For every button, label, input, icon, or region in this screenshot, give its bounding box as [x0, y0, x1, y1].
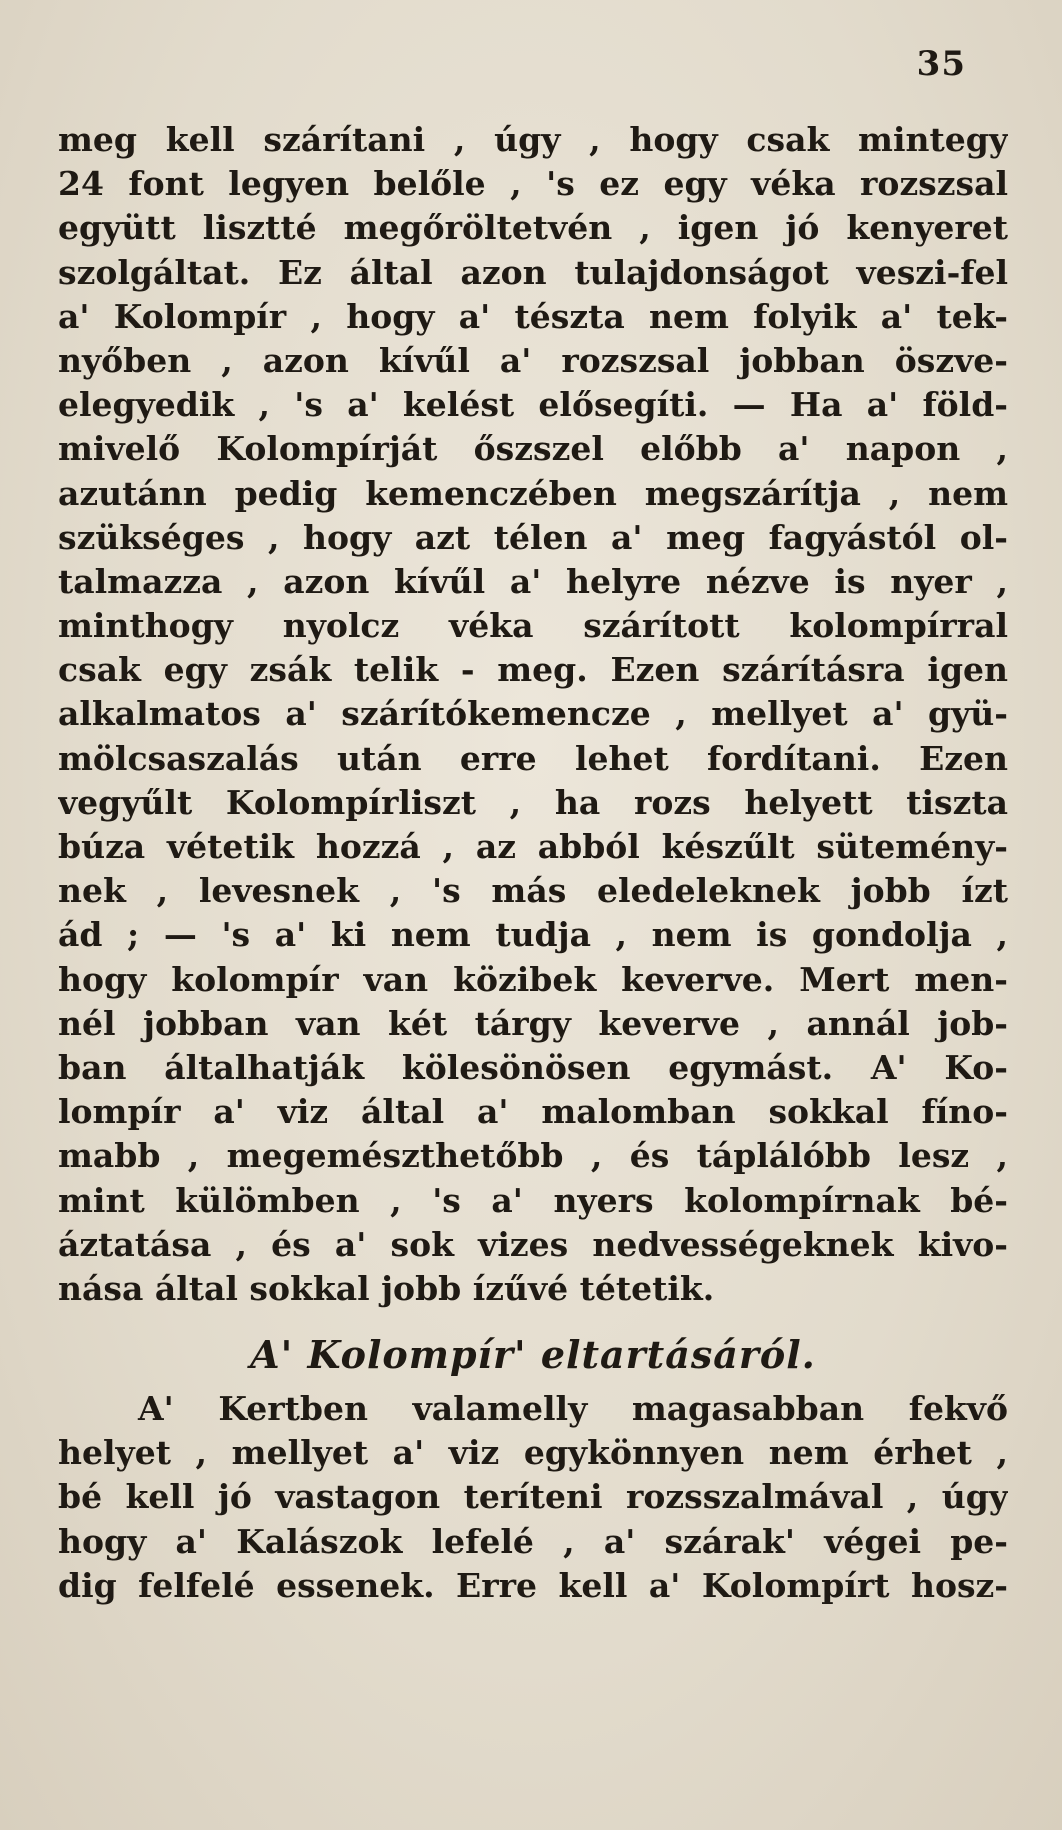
text-line: csak egy zsák telik - meg. Ezen szárításra igen [58, 650, 1008, 690]
text-line: nél jobban van két tárgy keverve , annál job- [58, 1003, 1008, 1043]
text-line: együtt lisztté megőröltetvén , igen jó kenyeret [58, 208, 1008, 248]
text-line: áztatása , és a' sok vizes nedvességeknek kivo- [58, 1224, 1008, 1264]
text-line: elegyedik , 's a' kelést elősegíti. — Ha a' föld- [58, 385, 1008, 425]
text-line: nek , levesnek , 's más eledeleknek jobb ízt [58, 871, 1008, 911]
text-line: nyőben , azon kívűl a' rozszsal jobban öszve- [58, 340, 1008, 380]
text-line: vegyűlt Kolompírliszt , ha rozs helyett tiszta [58, 782, 1008, 822]
text-line: nása által sokkal jobb ízűvé tétetik. [58, 1268, 715, 1308]
text-line: a' Kolompír , hogy a' tészta nem folyik a' tek- [58, 296, 1008, 336]
text-line: ban általhatják kölesönösen egymást. A' Ko- [58, 1047, 1008, 1087]
text-line: meg kell szárítani , úgy , hogy csak mintegy [58, 120, 1008, 159]
text-line: mivelő Kolompírját őszszel előbb a' napon , [58, 429, 1008, 469]
text-line: búza vétetik hozzá , az abból készűlt sütemény- [58, 827, 1008, 866]
text-line: hogy a' Kalászok lefelé , a' szárak' végei pe- [58, 1521, 1008, 1561]
text-line: alkalmatos a' szárítókemencze , mellyet a' gyü- [58, 694, 1008, 734]
text-line: mabb , megemészthetőbb , és táplálóbb lesz , [58, 1136, 1008, 1176]
paragraph-1 [58, 118, 1008, 1311]
text-line: mint külömben , 's a' nyers kolompírnak bé- [58, 1180, 1008, 1220]
text-line: szolgáltat. Ez által azon tulajdonságot veszi-fel [58, 252, 1008, 292]
text-line: lompír a' viz által a' malomban sokkal fíno- [58, 1092, 1008, 1132]
text-line: talmazza , azon kívűl a' helyre nézve is nyer , [58, 561, 1008, 601]
text-line: minthogy nyolcz véka szárított kolompírral [58, 606, 1008, 646]
section-heading: A' Kolompír' eltartásáról. [250, 1332, 816, 1378]
text-line: hogy kolompír van közibek keverve. Mert men- [58, 959, 1008, 999]
body-text [58, 118, 1008, 1608]
text-line: helyet , mellyet a' viz egykönnyen nem érhet , [58, 1433, 1008, 1473]
text-line: ád ; — 's a' ki nem tudja , nem is gondolja , [58, 915, 1008, 955]
paragraph-2 [58, 1387, 1008, 1608]
text-line: bé kell jó vastagon teríteni rozsszalmával , úgy [58, 1477, 1008, 1517]
text-line: 24 font legyen belőle , 's ez egy véka rozszsal [58, 164, 1008, 204]
text-line: A' Kertben valamelly magasabban fekvő [138, 1389, 1008, 1429]
text-line: szükséges , hogy azt télen a' meg fagyástól ol- [58, 517, 1008, 557]
page-number: 35 [916, 44, 966, 84]
text-line: azutánn pedig kemenczében megszárítja , nem [58, 473, 1008, 513]
text-line: mölcsaszalás után erre lehet fordítani. Ezen [58, 738, 1008, 778]
text-line: dig felfelé essenek. Erre kell a' Kolompírt hosz- [58, 1565, 1008, 1605]
